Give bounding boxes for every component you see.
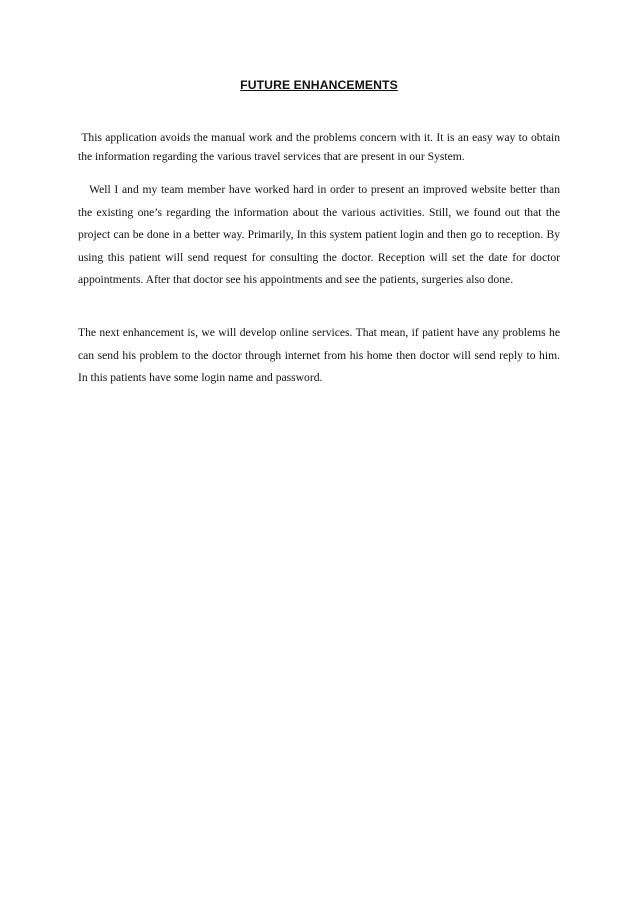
paragraph-next-enhancement: The next enhancement is, we will develop online services. That mean, if patient have any problems he can send his problem to the doctor through internet from his home then doctor will send reply to him. In this patients have some login name and password.: [78, 326, 560, 385]
paragraph-intro: This application avoids the manual work and the problems concern with it. It is an easy way to obtain the information regarding the various travel services that are present in our System.: [78, 131, 563, 163]
page-title: FUTURE ENHANCEMENTS: [240, 78, 398, 92]
paragraph-team-work: Well I and my team member have worked hard in order to present an improved website better than the existing one’s regarding the information about the various activities. Still, we found out that the project can be done in a better way. Primarily, In this system patient login and then go to reception. By using this patient will send request for consulting the doctor. Reception will set the date for doctor appointments. After that doctor see his appointments and see the patients, surgeries also done.: [78, 183, 563, 287]
